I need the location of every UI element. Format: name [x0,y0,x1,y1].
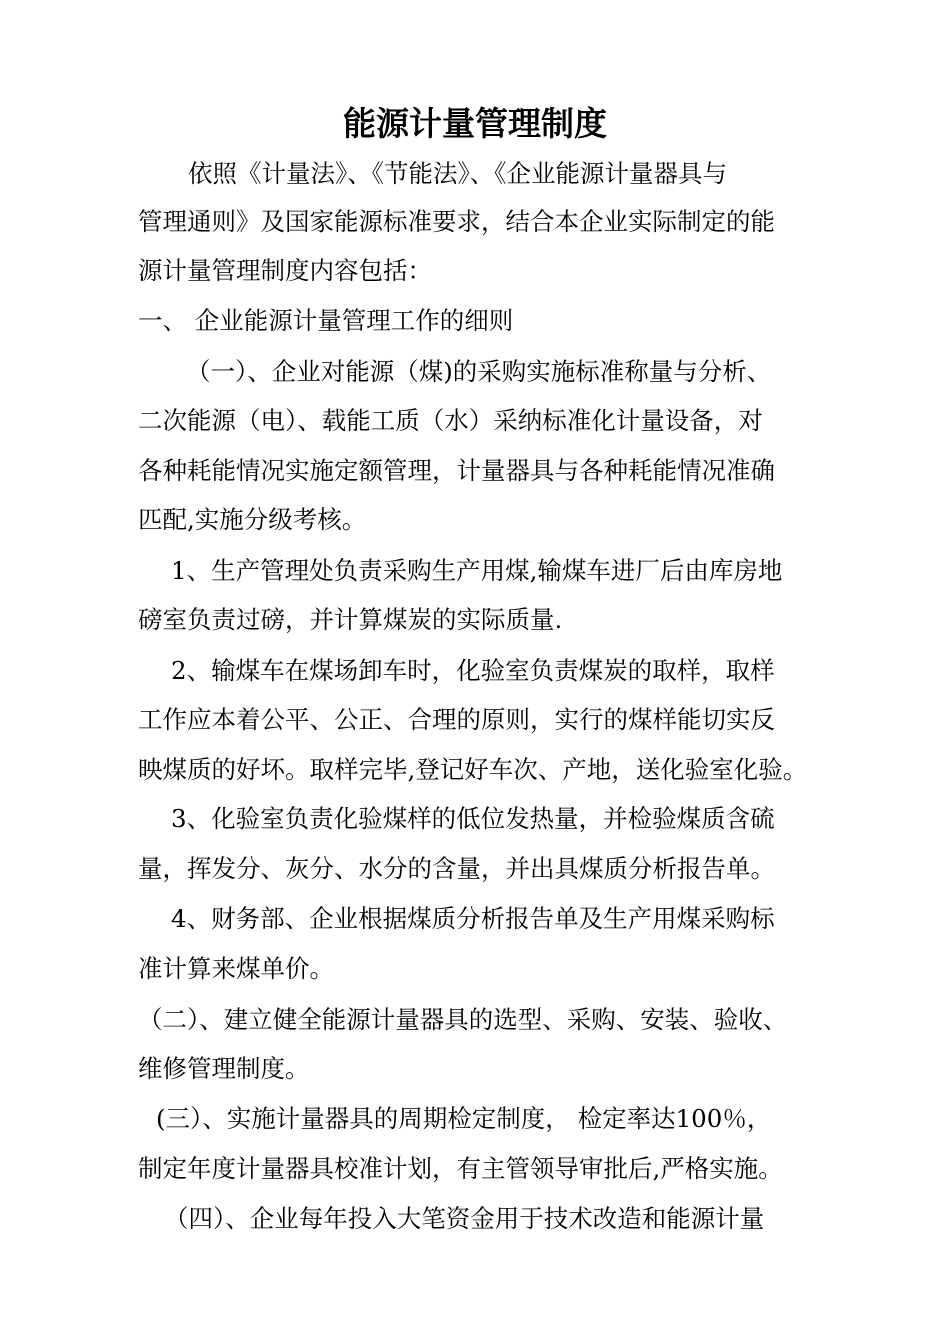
body-line-19: 维修管理制度。 [138,1054,310,1083]
body-line-8: 匹配,实施分级考核。 [138,505,367,534]
body-line-20: (三）、实施计量器具的周期检定制度， 检定率达100％， [156,1104,772,1133]
body-line-18: （二）、建立健全能源计量器具的选型、采购、安装、验收、 [138,1005,788,1034]
body-line-3: 源计量管理制度内容包括： [138,256,432,285]
body-line-12: 工作应本着公平、公正、合理的原则，实行的煤样能切实反 [138,705,775,734]
body-line-1: 依照《计量法》、《节能法》、《企业能源计量器具与 [188,159,727,188]
body-line-5: （一）、企业对能源（煤)的采购实施标准称量与分析、 [186,357,772,386]
body-line-6: 二次能源（电）、载能工质（水）采纳标准化计量设备，对 [138,406,763,435]
body-line-16: 4、财务部、企业根据煤质分析报告单及生产用煤采购标 [171,904,775,933]
body-line-2: 管理通则》及国家能源标准要求，结合本企业实际制定的能 [138,207,775,236]
body-line-14: 3、化验室负责化验煤样的低位发热量，并检验煤质含硫 [171,804,775,833]
section-heading-1: 一、 企业能源计量管理工作的细则 [138,306,514,335]
body-line-11: 2、输煤车在煤场卸车时，化验室负责煤炭的取样，取样 [171,656,775,685]
body-line-15: 量，挥发分、灰分、水分的含量，并出具煤质分析报告单。 [138,854,775,883]
body-line-7: 各种耗能情况实施定额管理，计量器具与各种耗能情况准确 [138,456,775,485]
body-line-13: 映煤质的好坏。取样完毕,登记好车次、产地，送化验室化验。 [138,755,808,784]
body-line-17: 准计算来煤单价。 [138,954,334,983]
body-line-10: 磅室负责过磅，并计算煤炭的实际质量. [138,605,563,634]
body-line-22: （四）、企业每年投入大笔资金用于技术改造和能源计量 [164,1204,765,1233]
body-line-9: 1、生产管理处负责采购生产用煤,输煤车进厂后由库房地 [171,556,783,585]
body-line-21: 制定年度计量器具校准计划，有主管领导审批后,严格实施。 [138,1154,783,1183]
document-title: 能源计量管理制度 [343,104,607,143]
